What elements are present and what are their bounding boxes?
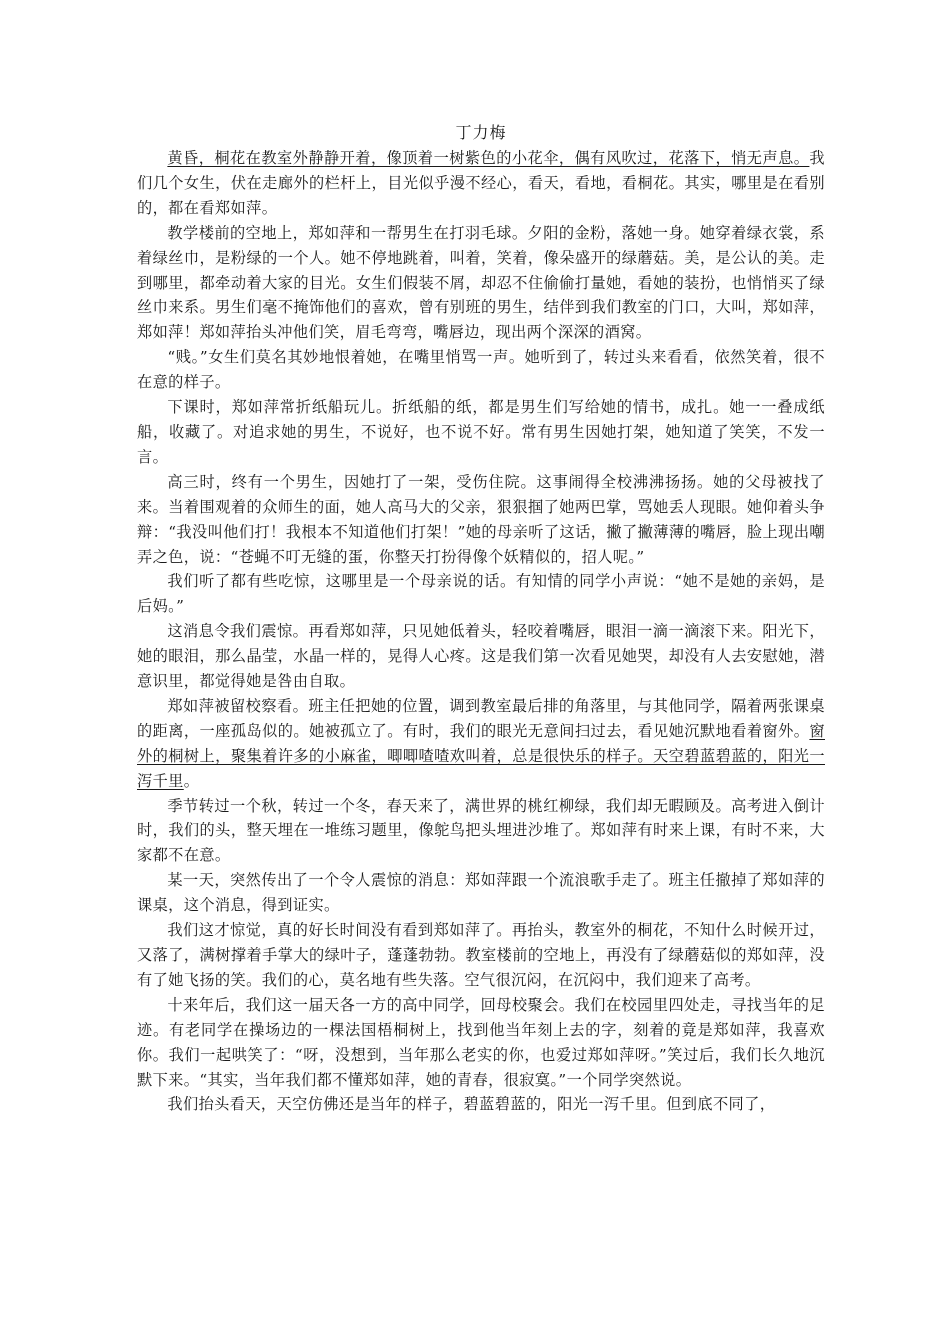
paragraph (137, 918, 825, 993)
paragraph (137, 146, 825, 221)
text-segment: 下课时，郑如萍常折纸船玩儿。折纸船的纸，都是男生们写给她的情书，成扎。她一一叠成纸船，收藏了。对追求她的男生，不说好，也不说不好。常有男生因她打架，她知道了笑笑，不发一言。 (137, 398, 825, 466)
article-body (137, 146, 825, 1117)
text-segment: “贱。”女生们莫名其妙地恨着她，在嘴里悄骂一声。她听到了，转过头来看看，依然笑着，很不在意的样子。 (137, 348, 825, 392)
paragraph (137, 221, 825, 346)
text-segment: 教学楼前的空地上，郑如萍和一帮男生在打羽毛球。夕阳的金粉，落她一身。她穿着绿衣裳，系着绿丝巾，是粉绿的一个人。她不停地跳着，叫着，笑着，像朵盛开的绿蘑菇。美，是公认的美。走到哪里，都牵动着大家的目光。女生们假装不屑，却忍不住偷偷打量她，看她的装扮，也悄悄买了绿丝巾来系。男生们毫不掩饰他们的喜欢，曾有别班的男生，结伴到我们教室的门口，大叫，郑如萍，郑如萍！郑如萍抬头冲他们笑，眉毛弯弯，嘴唇边，现出两个深深的酒窝。 (137, 223, 825, 342)
text-segment: 这消息令我们震惊。再看郑如萍，只见她低着头，轻咬着嘴唇，眼泪一滴一滴滚下来。阳光下，她的眼泪，那么晶莹，水晶一样的，晃得人心疼。这是我们第一次看见她哭，却没有人去安慰她，潜意识里，都觉得她是咎由自取。 (137, 622, 825, 691)
paragraph (137, 694, 825, 794)
text-segment: 我们几个女生，伏在走廊外的栏杆上，目光似乎漫不经心，看天，看地，看桐花。其实，哪里是在看别的，都在看郑如萍。 (137, 149, 825, 217)
paragraph (137, 1092, 825, 1117)
underlined-passage: 窗外的桐树上，聚集着许多的小麻雀，唧唧喳喳欢叫着，总是很快乐的样子。天空碧蓝碧蓝的，阳光一泻千里 (137, 721, 825, 790)
text-segment: 十来年后，我们这一届天各一方的高中同学，回母校聚会。我们在校园里四处走，寻找当年的足迹。有老同学在操场边的一棵法国梧桐树上，找到他当年刻上去的字，刻着的竟是郑如萍，我喜欢你。我们一起哄笑了：“呀，没想到，当年那么老实的你，也爱过郑如萍呀。”笑过后，我们长久地沉默下来。“其实，当年我们都不懂郑如萍，她的青春，很寂寞。”一个同学突然说。 (137, 995, 825, 1089)
paragraph (137, 619, 825, 694)
paragraph (137, 868, 825, 918)
paragraph (137, 993, 825, 1093)
text-segment: 我们抬头看天，天空仿佛还是当年的样子，碧蓝碧蓝的，阳光一泻千里。但到底不同了， (167, 1095, 776, 1114)
paragraph (137, 395, 825, 470)
paragraph (137, 569, 825, 619)
text-segment: 郑如萍被留校察看。班主任把她的位置，调到教室最后排的角落里，与其他同学，隔着两张课桌的距离，一座孤岛似的。她被孤立了。有时，我们的眼光无意间扫过去，看见她沉默地看着窗外。 (137, 696, 825, 740)
text-segment: 。 (183, 771, 200, 790)
underlined-passage: 黄昏，桐花在教室外静静开着，像顶着一树紫色的小花伞，偶有风吹过，花落下，悄无声息。 (167, 149, 810, 167)
paragraph (137, 794, 825, 869)
text-segment: 高三时，终有一个男生，因她打了一架，受伤住院。这事闹得全校沸沸扬扬。她的父母被找了来。当着围观着的众师生的面，她人高马大的父亲，狠狠掴了她两巴掌，骂她丢人现眼。她仰着头争辩：“我没叫他们打！我根本不知道他们打架！”她的母亲听了这话，撇了撇薄薄的嘴唇，脸上现出嘲弄之色，说：“苍蝇不叮无缝的蛋，你整天打扮得像个妖精似的，招人呢。” (137, 472, 825, 566)
text-segment: 我们这才惊觉，真的好长时间没有看到郑如萍了。再抬头，教室外的桐花，不知什么时候开过，又落了，满树撑着手掌大的绿叶子，蓬蓬勃勃。教室楼前的空地上，再没有了绿蘑菇似的郑如萍，没有了她飞扬的笑。我们的心，莫名地有些失落。空气很沉闷，在沉闷中，我们迎来了高考。 (137, 921, 825, 989)
text-segment: 某一天，突然传出了一个令人震惊的消息：郑如萍跟一个流浪歌手走了。班主任撤掉了郑如萍的课桌，这个消息，得到证实。 (137, 871, 825, 915)
document-page (137, 122, 825, 1117)
paragraph (137, 345, 825, 395)
author-name: 丁力梅 (455, 123, 507, 142)
text-segment: 季节转过一个秋，转过一个冬，春天来了，满世界的桃红柳绿，我们却无暇顾及。高考进入倒计时，我们的头，整天埋在一堆练习题里，像鸵鸟把头埋进沙堆了。郑如萍有时来上课，有时不来，大家都不在意。 (137, 796, 825, 865)
paragraph (137, 470, 825, 570)
text-segment: 我们听了都有些吃惊，这哪里是一个母亲说的话。有知情的同学小声说：“她不是她的亲妈，是后妈。” (137, 572, 825, 616)
